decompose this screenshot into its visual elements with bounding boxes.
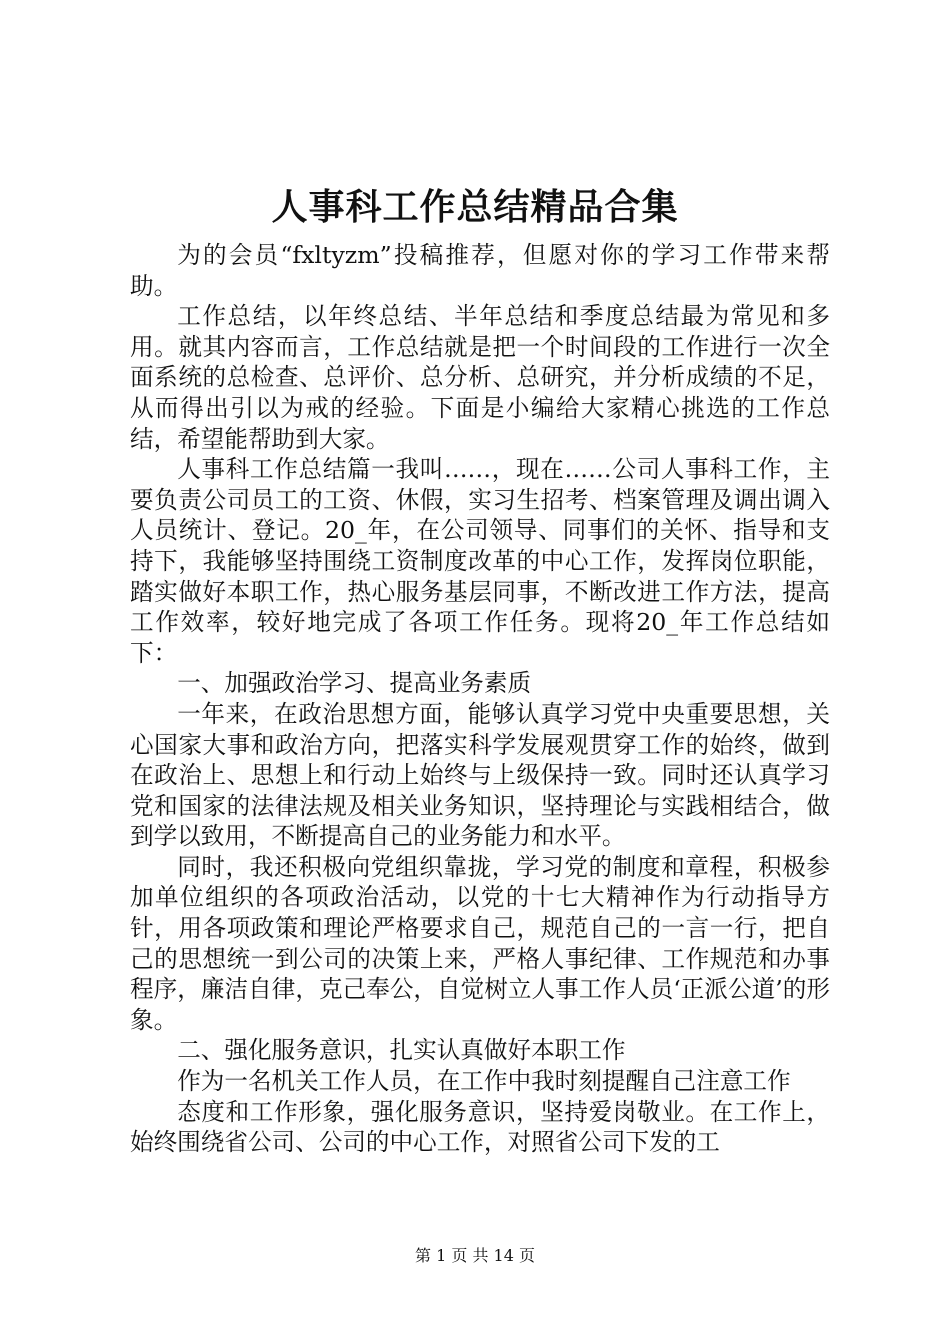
section-heading-one: 一、加强政治学习、提高业务素质: [177, 669, 532, 698]
paragraph-work-attitude: 态度和工作形象，强化服务意识，坚持爱岗敬业。在工作上，始终围绕省公司、公司的中心工作，对照省公司下发的工: [130, 1097, 830, 1157]
document-title: 人事科工作总结精品合集: [271, 187, 679, 228]
page-footer: 第 1 页 共 14 页: [415, 1246, 535, 1265]
paragraph-chapter-one-intro: 人事科工作总结篇一我叫……，现在……公司人事科工作，主要负责公司员工的工资、休假，实习生招考、档案管理及调出调入人员统计、登记。20_年，在公司领导、同事们的关怀、指导和支持下，我能够坚持围绕工资制度改革的中心工作，发挥岗位职能，踏实做好本职工作，热心服务基层同事，不断改进工作方法，提高工作效率，较好地完成了各项工作任务。现将20_年工作总结如下：: [130, 455, 830, 667]
paragraph-overview: 工作总结，以年终总结、半年总结和季度总结最为常见和多用。就其内容而言，工作总结就是把一个时间段的工作进行一次全面系统的总检查、总评价、总分析、总研究，并分析成绩的不足，从而得出引以为戒的经验。下面是小编给大家精心挑选的工作总结，希望能帮助到大家。: [130, 302, 830, 453]
paragraph-intro: 为的会员“fxltyzm”投稿推荐，但愿对你的学习工作带来帮助。: [130, 241, 830, 300]
paragraph-party-activities: 同时，我还积极向党组织靠拢，学习党的制度和章程，积极参加单位组织的各项政治活动，以党的十七大精神作为行动指导方针，用各项政策和理论严格要求自己，规范自己的一言一行，把自己的思想统一到公司的决策上来，严格人事纪律、工作规范和办事程序，廉洁自律，克己奉公，自觉树立人事工作人员‘正派公道’的形象。: [130, 852, 830, 1034]
paragraph-service-awareness: 作为一名机关工作人员，在工作中我时刻提醒自己注意工作: [177, 1067, 791, 1096]
document-body: [130, 240, 830, 1158]
paragraph-political-study: 一年来，在政治思想方面，能够认真学习党中央重要思想，关心国家大事和政治方向，把落实科学发展观贯穿工作的始终，做到在政治上、思想上和行动上始终与上级保持一致。同时还认真学习党和国家的法律法规及相关业务知识，坚持理论与实践相结合，做到学以致用，不断提高自己的业务能力和水平。: [130, 699, 830, 851]
section-heading-two: 二、强化服务意识，扎实认真做好本职工作: [177, 1036, 626, 1065]
